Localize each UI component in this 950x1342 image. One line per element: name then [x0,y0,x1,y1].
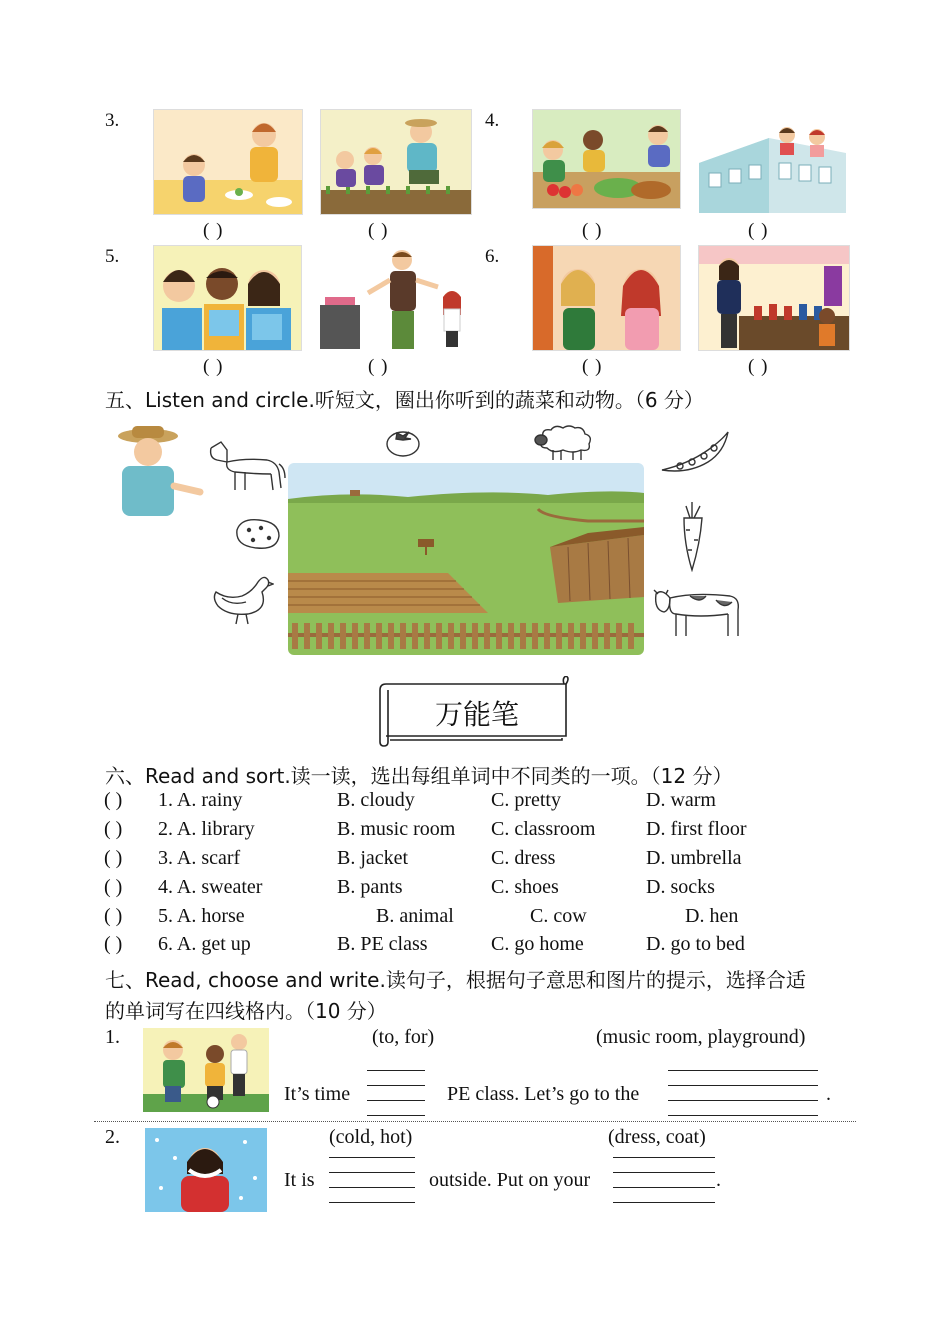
option-a: 5. A. horse [158,905,245,927]
option-c: C. classroom [491,818,596,840]
section6-title: 六、Read and sort.读一读，选出每组单词中不同类的一项。（12 分） [105,764,733,788]
q2-picture-girl-cold [145,1128,267,1212]
banner-text: 万能笔 [434,698,519,731]
answer-paren[interactable]: ( ) [104,876,123,898]
answer-paren[interactable]: ( ) [104,905,123,927]
horse-icon[interactable] [205,438,287,494]
q1-hint-2: (music room, playground) [596,1026,806,1048]
section7-title-line2: 的单词写在四线格内。（10 分） [105,999,387,1023]
q1-number: 1. [105,1026,120,1048]
q1-text-part2: PE class. Let’s go to the [447,1083,640,1105]
answer-paren-6a[interactable]: ( ) [582,356,603,377]
item-number-6: 6. [485,246,500,267]
picture-farm-family [320,109,472,215]
option-d: D. warm [646,789,716,811]
q2-hint-1: (cold, hot) [329,1126,413,1148]
option-a: 1. A. rainy [158,789,243,811]
farm-scene [288,463,644,655]
q2-text-part2: outside. Put on your [429,1169,591,1191]
option-c: C. shoes [491,876,559,898]
option-b: B. jacket [337,847,409,869]
option-a: 6. A. get up [158,933,251,955]
q2-writing-lines-1[interactable] [329,1157,415,1203]
section7-title-line1: 七、Read, choose and write.读句子，根据句子意思和图片的提示，选择合适 [105,968,806,992]
q1-writing-lines-2[interactable] [668,1070,818,1116]
option-b: B. PE class [337,933,428,955]
q1-end-period: . [826,1083,831,1105]
item-number-4: 4. [485,110,500,131]
option-c: C. dress [491,847,556,869]
item-number-3: 3. [105,110,120,131]
picture-man-and-girl [320,245,470,349]
carrot-icon[interactable] [674,500,710,572]
option-a: 2. A. library [158,818,255,840]
picture-kids-vegetables [532,109,681,209]
answer-paren[interactable]: ( ) [104,933,123,955]
q2-number: 2. [105,1126,120,1148]
picture-clothes-shop [698,245,850,351]
answer-paren[interactable]: ( ) [104,818,123,840]
answer-paren-3a[interactable]: ( ) [203,220,224,241]
answer-paren-4b[interactable]: ( ) [748,220,769,241]
option-d: D. umbrella [646,847,742,869]
item-number-5: 5. [105,246,120,267]
answer-paren-4a[interactable]: ( ) [582,220,603,241]
q1-picture-kids-football [143,1028,269,1112]
option-b: B. pants [337,876,403,898]
pea-pod-icon[interactable] [658,430,732,476]
section5-title: 五、Listen and circle.听短文，圈出你听到的蔬菜和动物。（6 分） [105,388,704,412]
q2-writing-lines-2[interactable] [613,1157,715,1203]
option-c: C. cow [530,905,587,927]
option-d: D. first floor [646,818,747,840]
option-c: C. pretty [491,789,561,811]
sheep-icon[interactable] [533,424,597,462]
option-b: B. music room [337,818,456,840]
q1-text-part1: It’s time [284,1083,351,1105]
picture-two-girls [532,245,681,351]
q1-hint-1: (to, for) [372,1026,435,1048]
option-b: B. cloudy [337,789,415,811]
answer-paren[interactable]: ( ) [104,789,123,811]
answer-paren-6b[interactable]: ( ) [748,356,769,377]
option-b: B. animal [376,905,454,927]
cow-icon[interactable] [650,584,742,638]
hen-icon[interactable] [208,570,274,626]
option-a: 3. A. scarf [158,847,241,869]
option-d: D. socks [646,876,715,898]
dotted-divider [94,1121,856,1122]
q2-text-part1: It is [284,1169,315,1191]
picture-family-dinner [153,109,303,215]
option-d: D. go to bed [646,933,745,955]
option-c: C. go home [491,933,584,955]
q1-writing-lines-1[interactable] [367,1070,425,1116]
answer-paren[interactable]: ( ) [104,847,123,869]
q2-end-period: . [716,1169,721,1191]
option-a: 4. A. sweater [158,876,263,898]
option-d: D. hen [685,905,739,927]
potato-icon[interactable] [231,516,283,552]
q2-hint-2: (dress, coat) [608,1126,706,1148]
answer-paren-5b[interactable]: ( ) [368,356,389,377]
picture-school-building [699,123,846,213]
answer-paren-3b[interactable]: ( ) [368,220,389,241]
answer-paren-5a[interactable]: ( ) [203,356,224,377]
picture-kids-reading [153,245,302,351]
tomato-icon[interactable] [384,425,422,459]
farmer-picture [108,424,208,516]
